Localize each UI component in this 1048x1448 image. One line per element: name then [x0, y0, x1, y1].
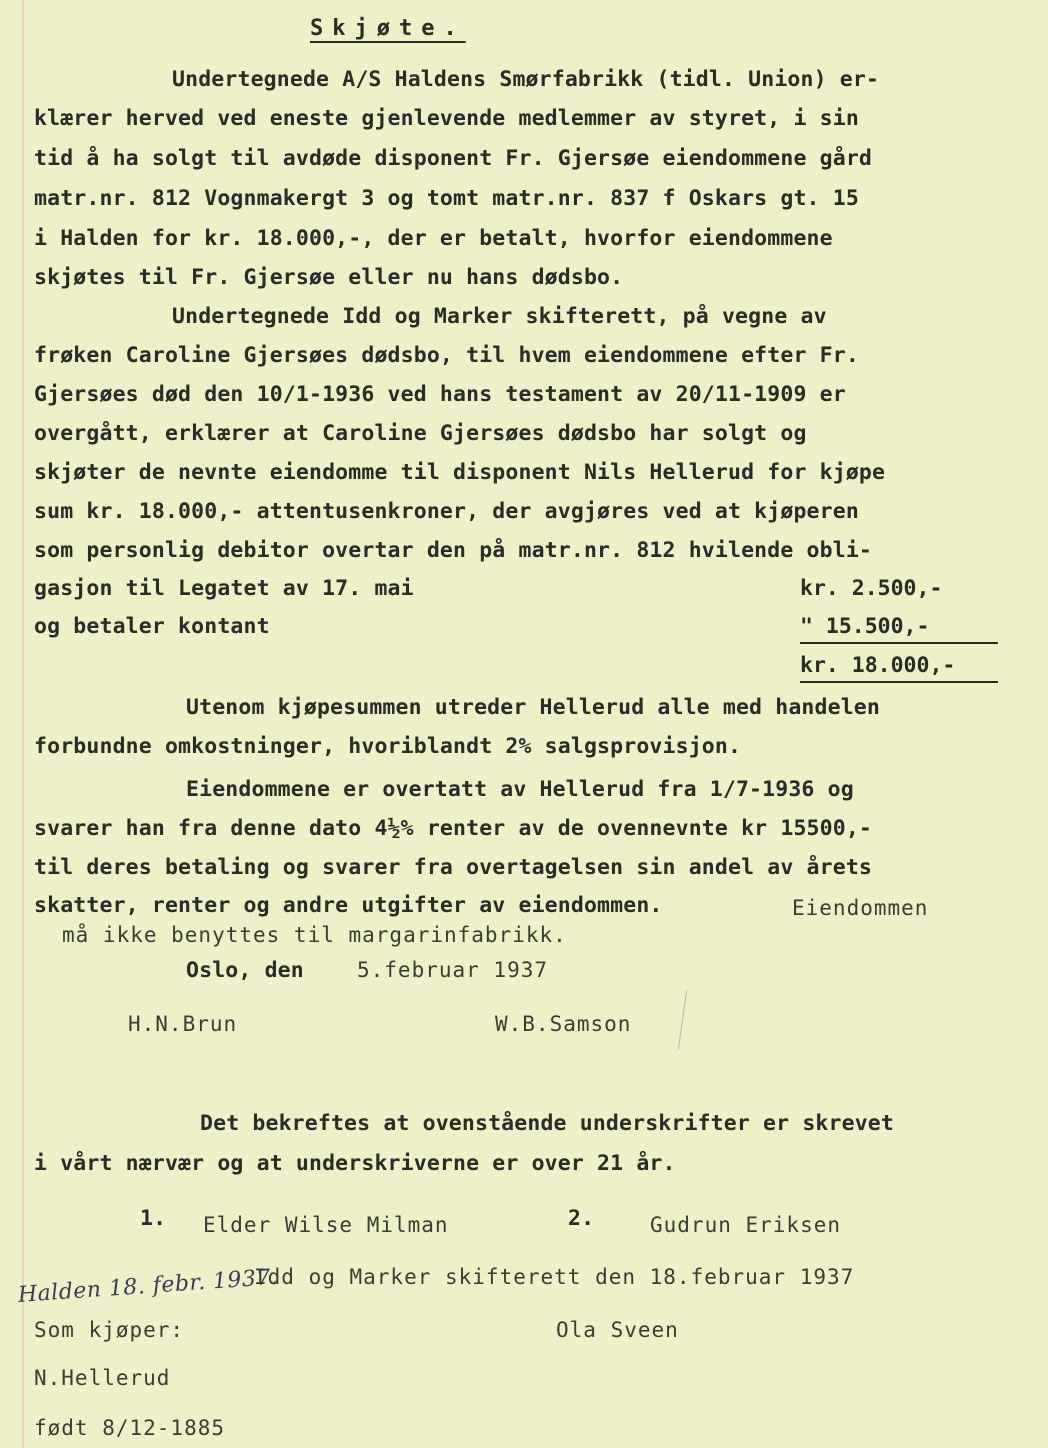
amount-underline: [800, 642, 998, 644]
amount-cash: " 15.500,-: [800, 614, 930, 639]
margin-line: [22, 0, 24, 1448]
para2-line-6: sum kr. 18.000,- attentusenkroner, der avgjøres ved at kjøperen: [34, 499, 859, 524]
witness-1-name: Elder Wilse Milman: [203, 1213, 449, 1237]
para2-line-7: som personlig debitor overtar den på matr.nr. 812 hvilende obli-: [34, 538, 873, 563]
para2-line-3: Gjersøes død den 10/1-1936 ved hans testament av 20/11-1909 er: [34, 382, 846, 407]
para1-line-1: Undertegnede A/S Haldens Smørfabrikk (tidl. Union) er-: [172, 67, 880, 92]
para2-line-4: overgått, erklærer at Caroline Gjersøes dødsbo har solgt og: [34, 421, 807, 446]
witness-1-number: 1.: [140, 1206, 167, 1231]
buyer-born: født 8/12-1885: [34, 1416, 226, 1440]
document-title: Skjøte.: [310, 16, 466, 41]
buyer-label: Som kjøper:: [34, 1318, 185, 1342]
witness-2-number: 2.: [568, 1206, 595, 1231]
place-label: Oslo, den: [186, 958, 304, 983]
signatory-2: W.B.Samson: [495, 1012, 632, 1036]
confirmation-line-2: i vårt nærvær og at underskriverne er over 21 år.: [34, 1151, 676, 1176]
para1-line-2: klærer herved ved eneste gjenlevende medlemmer av styret, i sin: [34, 106, 859, 131]
para1-line-6: skjøtes til Fr. Gjersøe eller nu hans dødsbo.: [34, 265, 624, 290]
witness-2-name: Gudrun Eriksen: [650, 1213, 842, 1237]
para2-line-1: Undertegnede Idd og Marker skifterett, på vegne av: [172, 304, 827, 329]
para3-line-2: forbundne omkostninger, hvoriblandt 2% salgsprovisjon.: [34, 734, 742, 759]
paper-crease: [678, 990, 687, 1050]
document-date: 5.februar 1937: [357, 958, 549, 982]
addendum-line-1: Eiendommen: [792, 896, 929, 920]
para4-line-1: Eiendommene er overtatt av Hellerud fra 1/7-1936 og: [186, 777, 854, 802]
addendum-line-2: må ikke benyttes til margarinfabrikk.: [62, 923, 567, 947]
court-signer: Ola Sveen: [556, 1318, 679, 1342]
para4-line-2: svarer han fra denne dato 4½% renter av de ovennevnte kr 15500,-: [34, 816, 873, 841]
signatory-1: H.N.Brun: [128, 1012, 238, 1036]
para1-line-4: matr.nr. 812 Vognmakergt 3 og tomt matr.nr. 837 f Oskars gt. 15: [34, 186, 859, 211]
para2-line-8: gasjon til Legatet av 17. mai: [34, 576, 414, 601]
total-underline: [800, 681, 998, 683]
para1-line-3: tid å ha solgt til avdøde disponent Fr. Gjersøe eiendommene gård: [34, 146, 873, 171]
amount-total: kr. 18.000,-: [800, 653, 956, 678]
buyer-name: N.Hellerud: [34, 1366, 171, 1390]
para1-line-5: i Halden for kr. 18.000,-, der er betalt, hvorfor eiendommene: [34, 226, 833, 251]
para3-line-1: Utenom kjøpesummen utreder Hellerud alle med handelen: [186, 695, 880, 720]
para4-line-3: til deres betaling og svarer fra overtagelsen sin andel av årets: [34, 855, 873, 880]
para2-line-5: skjøter de nevnte eiendomme til disponent Nils Hellerud for kjøpe: [34, 460, 886, 485]
para2-line-2: frøken Caroline Gjersøes dødsbo, til hvem eiendommene efter Fr.: [34, 343, 859, 368]
court-line: Idd og Marker skifterett den 18.februar 1937: [254, 1265, 855, 1289]
handwritten-note: Halden 18. febr. 1937.: [17, 1264, 280, 1308]
para4-line-4: skatter, renter og andre utgifter av eiendommen.: [34, 893, 663, 918]
amount-obligation: kr. 2.500,-: [800, 576, 943, 601]
confirmation-line-1: Det bekreftes at ovenstående underskrifter er skrevet: [200, 1111, 894, 1136]
para2-line-9: og betaler kontant: [34, 614, 270, 639]
